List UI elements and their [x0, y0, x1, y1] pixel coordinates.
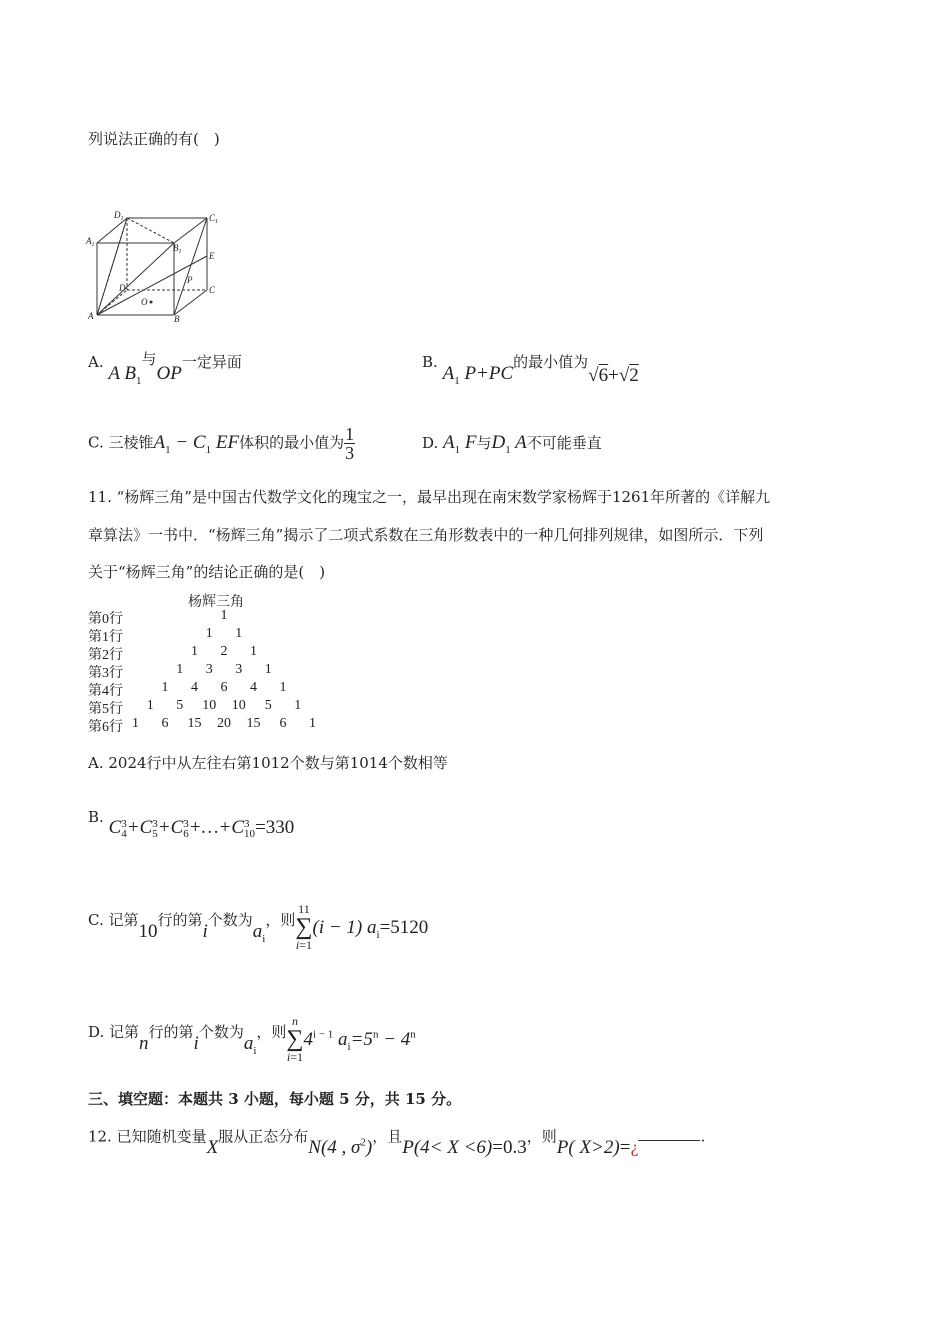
label-E: E — [209, 251, 215, 261]
cube-figure — [84, 208, 224, 326]
triangle-cell: 1 — [235, 626, 243, 641]
q11-stem-line3: 关于“杨辉三角”的结论正确的是( ) — [88, 563, 326, 581]
q12-answer-blank[interactable] — [638, 1140, 700, 1141]
q10-option-b[interactable]: B. $A_1$ P+PC的最小值为√6+√2 — [422, 353, 639, 387]
triangle-cell: 6 — [161, 716, 169, 731]
triangle-cell: 1 — [191, 644, 198, 659]
triangle-cell: 1 — [279, 680, 287, 695]
label-P: P — [187, 275, 193, 285]
triangle-cell: 1 — [176, 662, 184, 677]
triangle-cell: 1 — [146, 698, 154, 713]
triangle-cell: 1 — [161, 680, 169, 695]
q11-option-a[interactable]: A. 2024行中从左往右第1012个数与第1014个数相等 — [88, 754, 448, 772]
q11-stem-line1: 11. “杨辉三角”是中国古代数学文化的瑰宝之一，最早出现在南宋数学家杨辉于1261年所著的《详解九 — [88, 488, 771, 506]
triangle-cell: 3 — [205, 662, 213, 677]
triangle-row-label: 第0行 — [88, 612, 123, 627]
triangle-cell: 1 — [294, 698, 302, 713]
triangle-cell: 1 — [264, 662, 272, 677]
triangle-cell: 20 — [217, 716, 231, 731]
triangle-row-label: 第1行 — [88, 630, 123, 645]
triangle-row-label: 第2行 — [88, 648, 123, 663]
label-C: C — [209, 285, 216, 295]
triangle-cell: 1 — [250, 644, 257, 659]
triangle-cell: 15 — [246, 716, 261, 731]
triangle-cell: 1 — [132, 716, 139, 731]
triangle-title: 杨辉三角 — [188, 595, 244, 610]
triangle-row-label: 第6行 — [88, 720, 123, 735]
triangle-row-label: 第5行 — [88, 702, 123, 717]
triangle-cell: 15 — [187, 716, 202, 731]
triangle-cell: 5 — [264, 698, 272, 713]
q10-option-c[interactable]: C. 三棱锥$A_1 - C_1$ EF体积的最小值为 $\frac{1}{3}$ — [88, 424, 355, 463]
q11-option-c[interactable]: C. 记第10行的第i个数为$a_i$，则 11 ∑ i=1 (i − 1) $a_i=5120$ — [88, 902, 429, 952]
question-intro: 列说法正确的有( ) — [88, 130, 220, 148]
triangle-cell: 1 — [205, 626, 213, 641]
section-3-heading: 三、填空题：本题共 3 小题，每小题 5 分，共 15 分。 — [88, 1090, 462, 1108]
triangle-cell: 4 — [191, 680, 198, 695]
triangle-cell: 6 — [220, 680, 228, 695]
triangle-cell: 1 — [309, 716, 316, 731]
label-B: B — [174, 314, 180, 324]
label-D1: $D_1$ — [114, 210, 124, 222]
triangle-cell: 5 — [176, 698, 184, 713]
triangle-row-label: 第4行 — [88, 684, 123, 699]
q12-stem: 12. 已知随机变量X服从正态分布N(4 , $\sigma^2$)，且P(4< X <6)=0.3，则P( X>2)=¿. — [88, 1127, 706, 1159]
triangle-cell: 2 — [220, 644, 228, 659]
triangle-cell: 1 — [220, 608, 228, 623]
label-O: O — [141, 297, 148, 307]
q11-option-b[interactable]: B. C 3 4 +C 3 5 +C 3 6 +…+C 3 10 =330 — [88, 808, 295, 840]
triangle-row-label: 第3行 — [88, 666, 123, 681]
triangle-cell: 10 — [202, 698, 217, 713]
triangle-cell: 4 — [250, 680, 257, 695]
label-B1: $B_1$ — [173, 243, 182, 255]
label-A1: $A_1$ — [86, 236, 95, 248]
triangle-cell: 10 — [231, 698, 246, 713]
triangle-cell: 3 — [235, 662, 243, 677]
triangle-cell: 6 — [279, 716, 287, 731]
label-D: D — [119, 283, 126, 293]
q11-option-d[interactable]: D. 记第n行的第i个数为$a_i$，则 n ∑ i=1 $4^{i - 1}$ $a_i=5^n - 4^n$ — [88, 1014, 416, 1064]
label-A: A — [88, 311, 94, 321]
q10-option-a[interactable]: A. A $B_1$与OP一定异面 — [88, 350, 242, 387]
q11-stem-line2: 章算法》一书中．“杨辉三角”揭示了二项式系数在三角形数表中的一种几何排列规律，如图所示．下列 — [88, 526, 764, 544]
label-C1: $C_1$ — [209, 213, 219, 225]
q10-option-d[interactable]: D. $A_1$ F与$D_1$ A不可能垂直 — [422, 432, 602, 456]
